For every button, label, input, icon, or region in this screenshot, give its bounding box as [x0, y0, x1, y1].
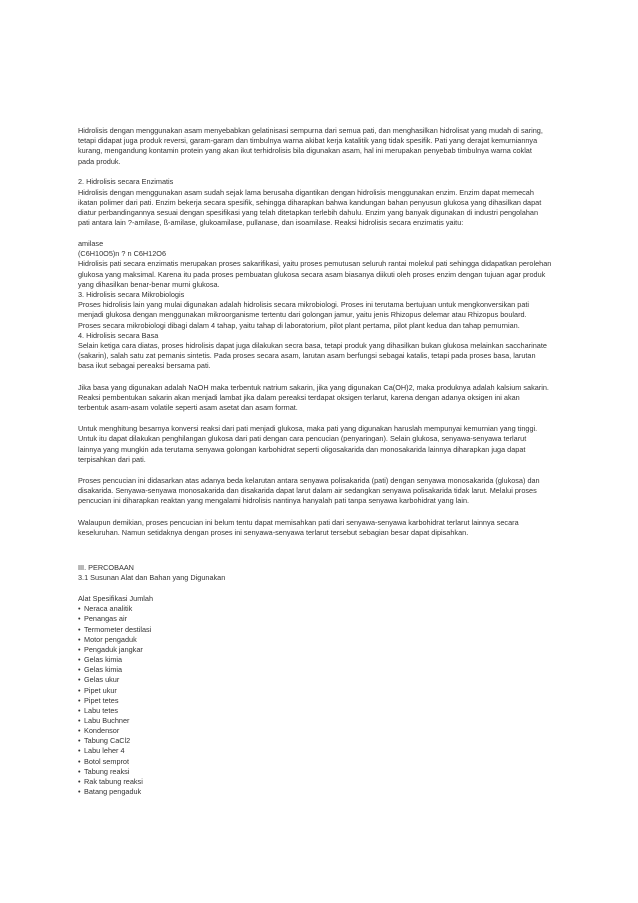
list-item: [78, 787, 578, 797]
list-item-label: Penangas air: [84, 614, 128, 624]
list-item-label: Pipet tetes: [84, 695, 119, 705]
list-item: [78, 706, 578, 716]
text-line: Hidrolisis dengan menggunakan asam menyebabkan gelatinisasi sempurna dari semua pati, dan menghasilkan hidrolisat yang mudah di saring,: [78, 126, 543, 135]
text-line: ikatan polimer dari pati. Enzim bekerja secara spesifik, sehingga diharapkan bahwa kandungan bahan penyusun glukosa yang dihasilkan dapat: [78, 197, 542, 207]
list-item: [78, 665, 578, 675]
paragraph-naoh-reaction: [78, 383, 578, 414]
paragraph-enzymatic-hydrolysis: [78, 177, 578, 228]
bullet-icon: •: [78, 746, 81, 756]
text-line: pencucian ini diharapkan reaktan yang mengalami hidrolisis nantinya hanyalah pati tanpa senyawa karbohidrat yang lain.: [78, 496, 470, 506]
list-item-label: Pengaduk jangkar: [84, 644, 143, 654]
text-line: amilase: [78, 239, 104, 249]
list-item: [78, 655, 578, 665]
text-line: pati antara lain ?-amilase, ß-amilase, glukoamilase, pullanase, dan isoamilase. Reaksi hidrolisis secara enzimatis yaitu:: [78, 218, 464, 228]
section-heading: III. PERCOBAAN: [78, 563, 134, 573]
bullet-icon: •: [78, 604, 81, 614]
text-line: Hidrolisis dengan menggunakan asam sudah sejak lama berusaha digantikan dengan hidrolisis menggunakan enzim. Enzim dapat memecah: [78, 187, 534, 197]
list-item: [78, 696, 578, 706]
text-line: terpisahkan dari pati.: [78, 454, 146, 464]
text-line: 2. Hidrolisis secara Enzimatis: [78, 177, 174, 187]
paragraph-washing-limitation: [78, 518, 578, 538]
list-item: [78, 746, 578, 756]
bullet-icon: •: [78, 766, 81, 776]
equipment-list-title: [78, 594, 578, 604]
text-line: Proses pencucian ini didasarkan atas adanya beda kelarutan antara senyawa polisakarida (pati) dengan senyawa monosakarida (glukosa) dan: [78, 476, 540, 486]
list-item-label: Neraca analitik: [84, 604, 133, 614]
text-line: kurang, mengandung kontamin protein yang akan ikut terhidrolisis bila digunakan asam, hal ini merupakan penyebab timbulnya warna coklat: [78, 146, 532, 156]
text-line: menjadi glukosa dengan menggunakan mikroorganisme tertentu dari golongan jamur, yaitu jenis Rhizopus delemar atau Rhizopus boulard.: [78, 310, 527, 320]
list-item-label: Termometer destilasi: [84, 624, 152, 634]
list-item: [78, 675, 578, 685]
text-line: pada produk.: [78, 156, 121, 166]
text-line: terbentuk asam-asam volatile seperti asam asetat dan asam format.: [78, 403, 298, 413]
text-line: (sakarin), salah satu zat pemanis sintetis. Pada proses secara asam, larutan asam berfungsi sebagai katalis, tetapi pada proses basa, larutan: [78, 351, 536, 361]
bullet-icon: •: [78, 726, 81, 736]
bullet-icon: •: [78, 685, 81, 695]
list-item-label: Tabung reaksi: [84, 766, 130, 776]
list-item: [78, 614, 578, 624]
text-line: lainnya yang mungkin ada terutama senyawa golongan karbohidrat seperti oligosakarida dan monosakarida lainnya diharapkan juga dapat: [78, 444, 526, 454]
list-item-label: Gelas ukur: [84, 675, 120, 685]
paragraph-acid-hydrolysis: [78, 126, 578, 167]
list-item: [78, 726, 578, 736]
text-line: Selain ketiga cara diatas, proses hidrolisis dapat juga dilakukan secra basa, tetapi produk yang dihasilkan bukan glukosa melainkan saccharinate: [78, 341, 547, 351]
list-item-label: Labu tetes: [84, 705, 119, 715]
list-item-label: Batang pengaduk: [84, 787, 142, 797]
text-line: glukosa yang maksimal. Karena itu pada proses pembuatan glukosa secara asam biasanya diikuti oleh proses enzim dengan tujuan agar produk: [78, 269, 546, 279]
list-item-label: Labu Buchner: [84, 716, 130, 726]
text-line: tetapi didapat juga produk reversi, garam-garam dan timbulnya warna akibat kerja katalitik yang tidak spesifik. Pati yang derajat kemurniannya: [78, 136, 538, 146]
list-item: [78, 604, 578, 614]
bullet-icon: •: [78, 756, 81, 766]
bullet-icon: •: [78, 614, 81, 624]
text-line: 3. Hidrolisis secara Mikrobiologis: [78, 290, 185, 300]
bullet-icon: •: [78, 736, 81, 746]
text-line: diatur perbandingannya sesuai dengan spesifikasi yang telah ditetapkan terlebih dahulu. Enzim yang banyak digunakan di industri pengolahan: [78, 208, 539, 218]
bullet-icon: •: [78, 776, 81, 786]
text-line: Proses secara mikrobiologi dibagi dalam 4 tahap, yaitu tahap di laboratorium, pilot plant pertama, pilot plant kedua dan tahap pemurnian.: [78, 320, 520, 330]
paragraph-reaction-and-methods: [78, 239, 578, 372]
text-line: Untuk itu dapat dilakukan penghilangan glukosa dari pati dengan cara pencucian (penyaringan). Selain glukosa, senyawa-senyawa terlarut: [78, 434, 527, 444]
list-item-label: Labu leher 4: [84, 746, 125, 756]
bullet-icon: •: [78, 675, 81, 685]
text-line: Walaupun demikian, proses pencucian ini belum tentu dapat memisahkan pati dari senyawa-senyawa karbohidrat terlarut lainnya secara: [78, 517, 519, 527]
bullet-icon: •: [78, 705, 81, 715]
bullet-icon: •: [78, 634, 81, 644]
list-item-label: Tabung CaCl2: [84, 736, 131, 746]
text-line: keseluruhan. Namun setidaknya dengan proses ini senyawa-senyawa terlarut tersebut sebagian besar dapat dipisahkan.: [78, 527, 469, 537]
bullet-icon: •: [78, 695, 81, 705]
list-item: [78, 686, 578, 696]
list-item-label: Kondensor: [84, 726, 120, 736]
list-item: [78, 767, 578, 777]
list-item: [78, 645, 578, 655]
list-item: [78, 736, 578, 746]
section-subheading: 3.1 Susunan Alat dan Bahan yang Digunakan: [78, 573, 226, 583]
list-item-label: Rak tabung reaksi: [84, 776, 143, 786]
list-item: [78, 635, 578, 645]
paragraph-washing-process: [78, 476, 578, 507]
list-item: [78, 625, 578, 635]
bullet-icon: •: [78, 716, 81, 726]
bullet-icon: •: [78, 787, 81, 797]
paragraph-conversion: [78, 424, 578, 465]
list-item: [78, 757, 578, 767]
list-item-label: Gelas kimia: [84, 655, 123, 665]
list-item-label: Motor pengaduk: [84, 634, 137, 644]
section-header: [78, 563, 578, 583]
list-item-label: Gelas kimia: [84, 665, 123, 675]
text-line: yang dihasilkan benar-benar murni glukosa.: [78, 279, 220, 289]
text-line: 4. Hidrolisis secara Basa: [78, 330, 159, 340]
text-line: Jika basa yang digunakan adalah NaOH maka terbentuk natrium sakarin, jika yang digunakan Ca(OH)2, maka produknya adalah kalsium sakarin.: [78, 382, 549, 392]
text-line: disakarida. Senyawa-senyawa monosakarida dan disakarida dapat larut dalam air sedangkan senyawa polisakarida tidak larut. Melalui proses: [78, 486, 537, 496]
list-item: [78, 777, 578, 787]
list-item-label: Botol semprot: [84, 756, 130, 766]
text-line: Proses hidrolisis lain yang mulai digunakan adalah hidrolisis secara mikrobiologi. Proses ini terutama bertujuan untuk mengkonversikan pati: [78, 300, 530, 310]
text-line: Untuk menghitung besarnya konversi reaksi dari pati menjadi glukosa, maka pati yang digunakan haruslah mempunyai kemurnian yang tinggi.: [78, 424, 538, 434]
text-line: Reaksi pembentukan sakarin akan menjadi lambat jika dalam pereaksi terdapat oksigen terlarut, karena dengan adanya oksigen ini akan: [78, 392, 520, 402]
equipment-list: [78, 604, 578, 797]
text-line: basa ikut sebagai pereaksi bersama pati.: [78, 361, 211, 371]
bullet-icon: •: [78, 655, 81, 665]
list-item: [78, 716, 578, 726]
bullet-icon: •: [78, 644, 81, 654]
bullet-icon: •: [78, 665, 81, 675]
bullet-icon: •: [78, 624, 81, 634]
list-title-text: Alat Spesifikasi Jumlah: [78, 594, 154, 604]
list-item-label: Pipet ukur: [84, 685, 117, 695]
text-line: (C6H10O5)n ? n C6H12O6: [78, 249, 167, 259]
text-line: Hidrolisis pati secara enzimatis merupakan proses sakarifikasi, yaitu proses pemutusan seluruh rantai molekul pati sehingga didapatkan perolehan: [78, 259, 552, 269]
